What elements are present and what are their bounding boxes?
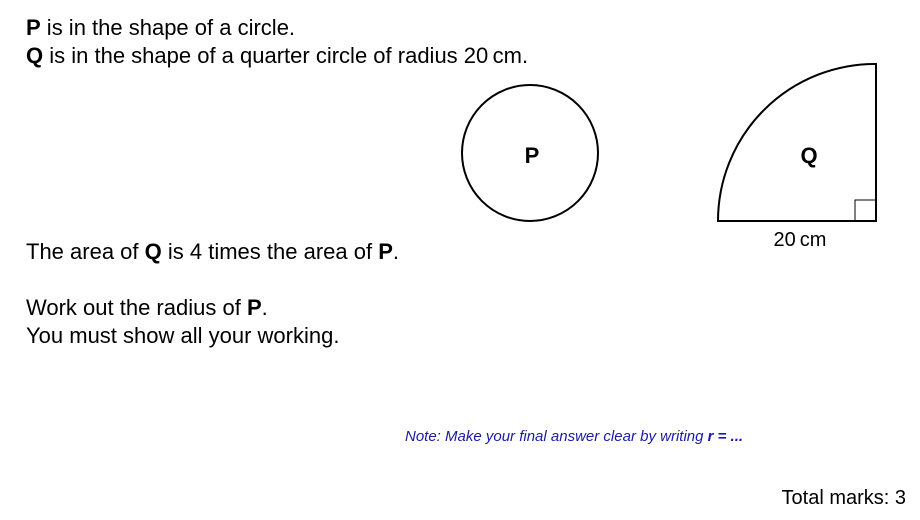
total-marks: Total marks: 3 (781, 487, 906, 509)
intro-p-text: is in the shape of a circle. (40, 15, 296, 40)
note-text: Note: Make your final answer clear by writing (405, 428, 708, 445)
intro-q-text: is in the shape of a quarter circle of radius 20 cm. (43, 43, 529, 68)
quarter-circle-q (718, 64, 876, 221)
note-answer-format: r = ... (707, 428, 744, 445)
area-text-1: The area of (26, 239, 145, 264)
circle-p-label: P (524, 143, 540, 168)
answer-note (405, 428, 743, 445)
area-statement (26, 238, 399, 266)
shape-p-name: P (26, 15, 41, 40)
task-line (26, 294, 268, 322)
task-text-1: Work out the radius of (26, 295, 247, 320)
shape-q-name: Q (26, 43, 44, 68)
instruction-line: You must show all your working. (26, 323, 340, 348)
quarter-circle-q-label: Q (800, 143, 818, 168)
radius-label: 20 cm (773, 229, 827, 251)
task-p-name: P (246, 295, 262, 320)
task-text-2: . (261, 295, 268, 320)
area-text-3: . (392, 239, 400, 264)
area-q-name: Q (144, 239, 162, 264)
area-p-name: P (378, 239, 393, 264)
right-angle-marker (855, 200, 876, 221)
area-text-2: is 4 times the area of (161, 239, 379, 264)
